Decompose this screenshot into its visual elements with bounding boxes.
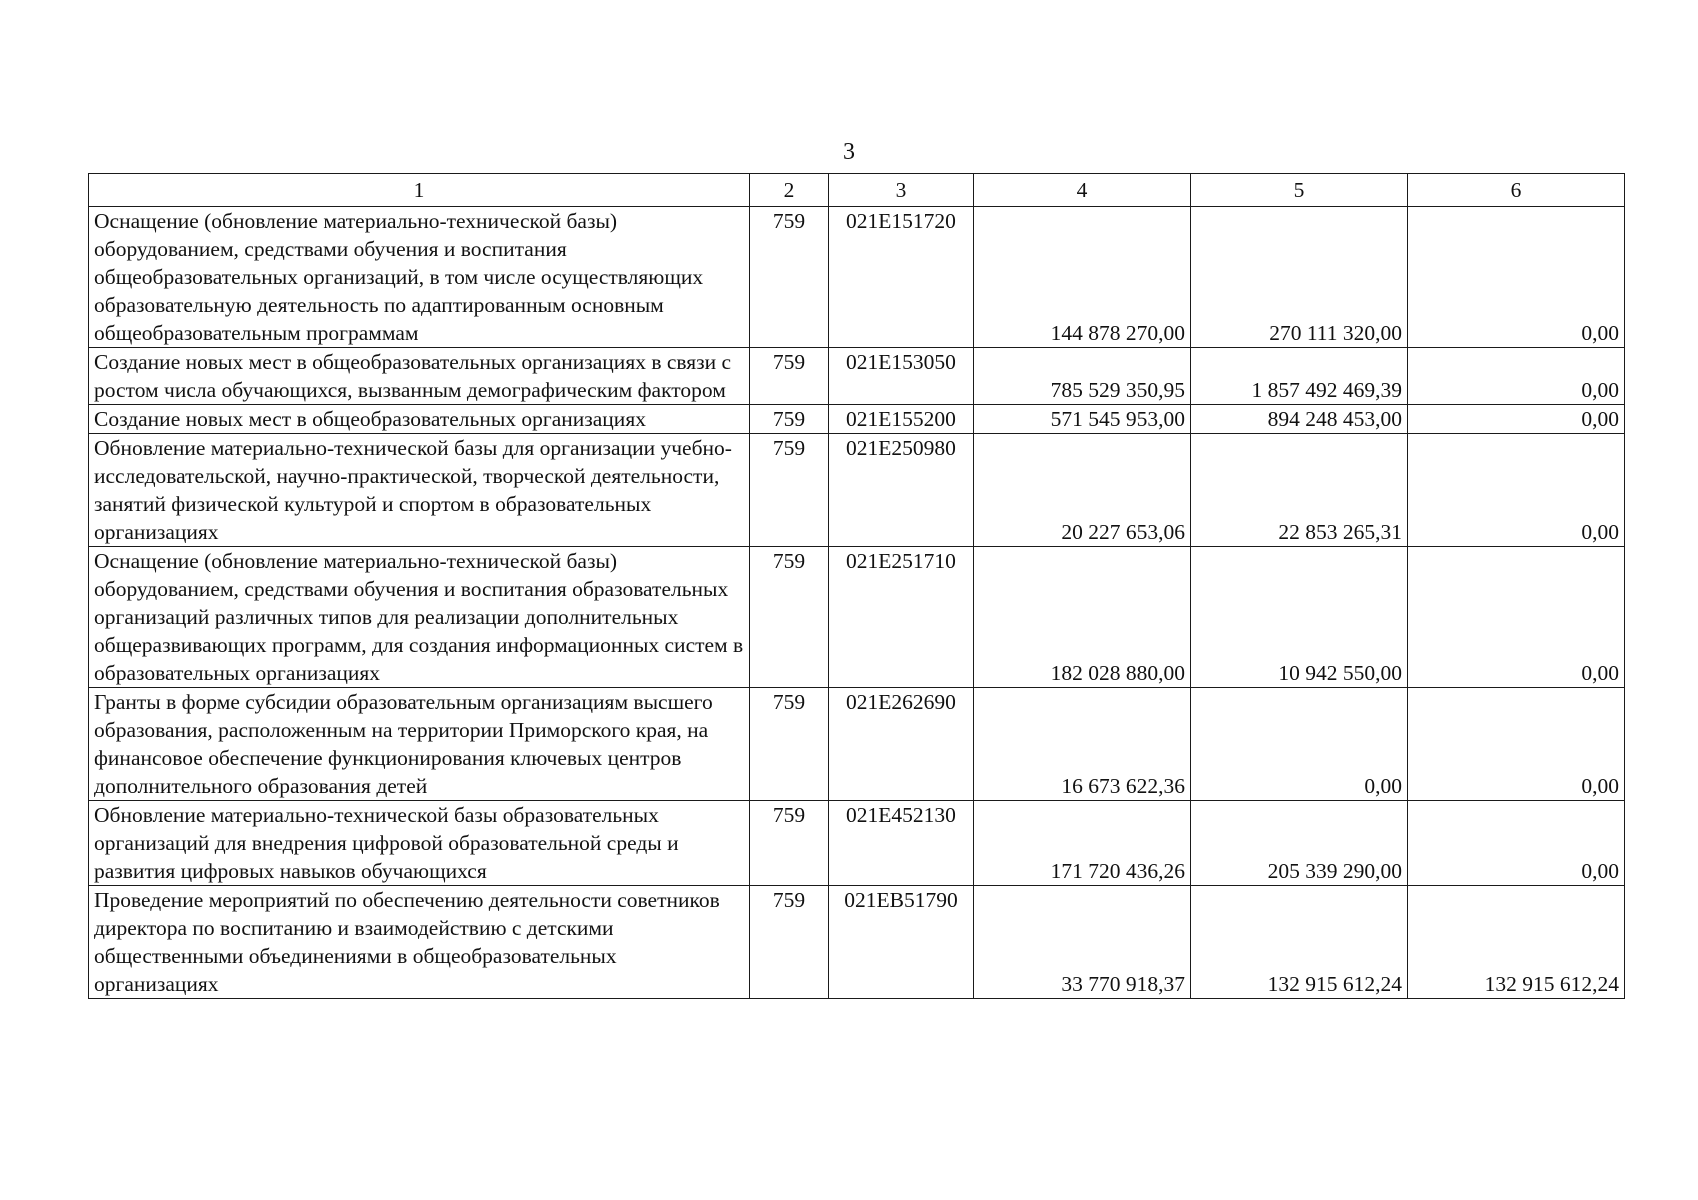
row-grbs: 759 xyxy=(750,405,829,434)
row-value-5: 270 111 320,00 xyxy=(1191,207,1408,348)
row-code: 021E155200 xyxy=(829,405,974,434)
table-row xyxy=(89,348,1625,405)
column-header-6: 6 xyxy=(1408,174,1625,207)
row-value-4: 571 545 953,00 xyxy=(974,405,1191,434)
row-value-6: 0,00 xyxy=(1408,434,1625,547)
row-value-5: 22 853 265,31 xyxy=(1191,434,1408,547)
row-name: Создание новых мест в общеобразовательных организациях в связи с ростом числа обучающихся, вызванным демографическим фактором xyxy=(89,348,750,405)
row-value-5: 894 248 453,00 xyxy=(1191,405,1408,434)
header-row xyxy=(89,174,1625,207)
row-value-6: 0,00 xyxy=(1408,547,1625,688)
row-grbs: 759 xyxy=(750,801,829,886)
row-name: Гранты в форме субсидии образовательным организациям высшего образования, расположенным на территории Приморского края, на финансовое обеспечение функционирования ключевых центров дополнительного образования детей xyxy=(89,688,750,801)
table-row xyxy=(89,688,1625,801)
row-code: 021E452130 xyxy=(829,801,974,886)
row-value-4: 144 878 270,00 xyxy=(974,207,1191,348)
column-header-5: 5 xyxy=(1191,174,1408,207)
row-code: 021E153050 xyxy=(829,348,974,405)
column-header-2: 2 xyxy=(750,174,829,207)
row-value-4: 33 770 918,37 xyxy=(974,886,1191,999)
row-name: Проведение мероприятий по обеспечению деятельности советников директора по воспитанию и взаимодействию с детскими общественными объединениями в общеобразовательных организациях xyxy=(89,886,750,999)
row-code: 021E250980 xyxy=(829,434,974,547)
row-value-4: 785 529 350,95 xyxy=(974,348,1191,405)
table-row xyxy=(89,801,1625,886)
row-value-5: 132 915 612,24 xyxy=(1191,886,1408,999)
row-value-6: 0,00 xyxy=(1408,207,1625,348)
row-value-6: 0,00 xyxy=(1408,688,1625,801)
row-value-5: 1 857 492 469,39 xyxy=(1191,348,1408,405)
row-code: 021E262690 xyxy=(829,688,974,801)
row-value-5: 205 339 290,00 xyxy=(1191,801,1408,886)
row-code: 021E151720 xyxy=(829,207,974,348)
column-header-3: 3 xyxy=(829,174,974,207)
row-name: Оснащение (обновление материально-технической базы) оборудованием, средствами обучения и воспитания общеобразовательных организаций, в том числе осуществляющих образовательную деятельность по адаптированным основным общеобразовательным программам xyxy=(89,207,750,348)
row-grbs: 759 xyxy=(750,688,829,801)
row-value-4: 16 673 622,36 xyxy=(974,688,1191,801)
row-value-6: 0,00 xyxy=(1408,405,1625,434)
row-value-5: 10 942 550,00 xyxy=(1191,547,1408,688)
table-row xyxy=(89,405,1625,434)
row-name: Обновление материально-технической базы для организации учебно-исследовательской, научно-практической, творческой деятельности, занятий физической культурой и спортом в образовательных организациях xyxy=(89,434,750,547)
row-value-4: 171 720 436,26 xyxy=(974,801,1191,886)
budget-table xyxy=(88,173,1625,999)
row-code: 021EB51790 xyxy=(829,886,974,999)
row-grbs: 759 xyxy=(750,547,829,688)
row-grbs: 759 xyxy=(750,886,829,999)
column-header-1: 1 xyxy=(89,174,750,207)
table-row xyxy=(89,547,1625,688)
row-value-6: 0,00 xyxy=(1408,801,1625,886)
row-value-5: 0,00 xyxy=(1191,688,1408,801)
column-header-4: 4 xyxy=(974,174,1191,207)
table-row xyxy=(89,434,1625,547)
row-name: Обновление материально-технической базы образовательных организаций для внедрения цифровой образовательной среды и развития цифровых навыков обучающихся xyxy=(89,801,750,886)
table-row xyxy=(89,207,1625,348)
row-name: Создание новых мест в общеобразовательных организациях xyxy=(89,405,750,434)
row-value-4: 20 227 653,06 xyxy=(974,434,1191,547)
row-value-6: 0,00 xyxy=(1408,348,1625,405)
row-grbs: 759 xyxy=(750,207,829,348)
row-code: 021E251710 xyxy=(829,547,974,688)
row-name: Оснащение (обновление материально-технической базы) оборудованием, средствами обучения и воспитания образовательных организаций различных типов для реализации дополнительных общеразвивающих программ, для создания информационных систем в образовательных организациях xyxy=(89,547,750,688)
row-value-4: 182 028 880,00 xyxy=(974,547,1191,688)
table-row xyxy=(89,886,1625,999)
row-grbs: 759 xyxy=(750,348,829,405)
row-grbs: 759 xyxy=(750,434,829,547)
row-value-6: 132 915 612,24 xyxy=(1408,886,1625,999)
page-number: 3 xyxy=(843,139,855,165)
